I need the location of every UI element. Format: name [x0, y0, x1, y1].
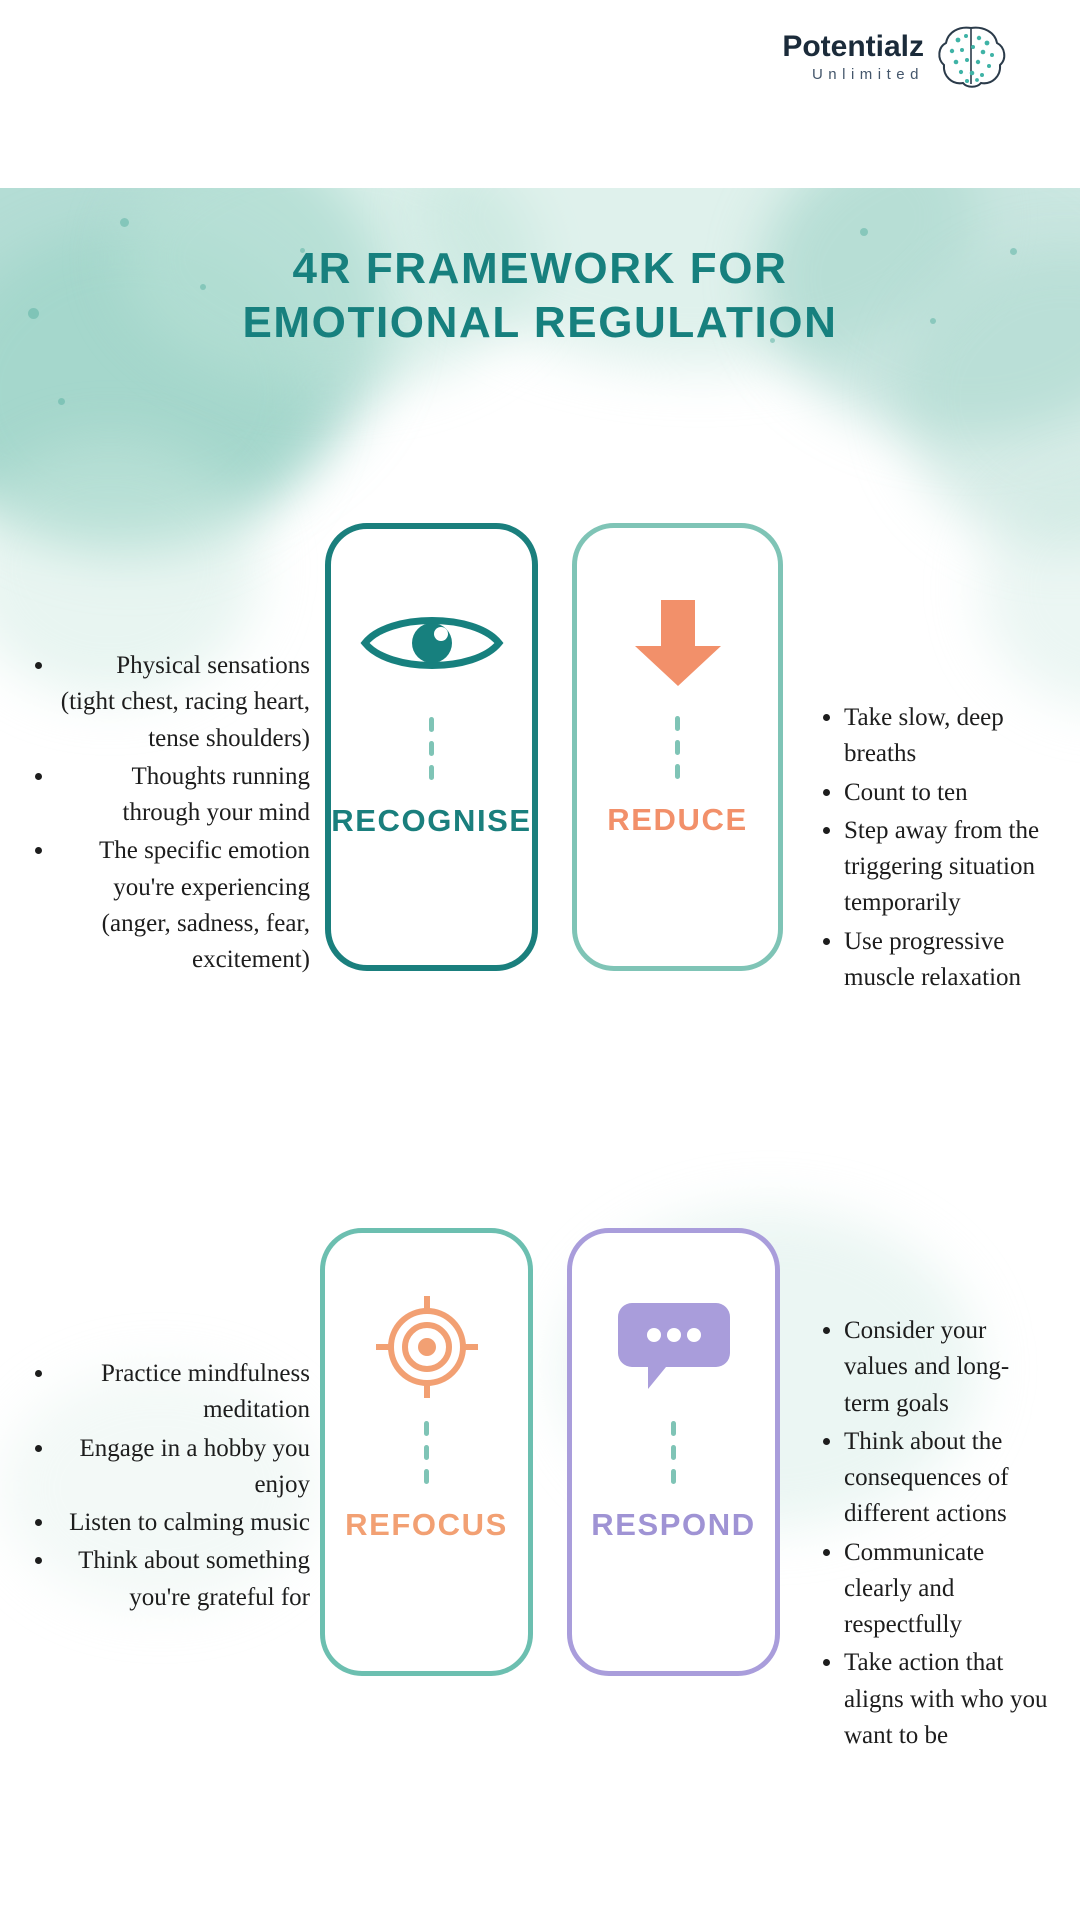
card-refocus[interactable] [320, 1228, 533, 1676]
brand-tagline: Unlimited [811, 66, 924, 83]
list-item: • Physical sensations (tight chest, racing heart, tense shoulders) [56, 648, 310, 757]
list-item: • Use progressive muscle relaxation [844, 924, 1050, 997]
connector-dashes [429, 717, 434, 803]
card-label-respond: RESPOND [591, 1507, 756, 1542]
eye-icon [357, 595, 507, 691]
list-item: • Count to ten [844, 775, 1050, 811]
list-item: • Engage in a hobby you enjoy [56, 1431, 310, 1504]
down-arrow-icon [623, 594, 733, 690]
bullet-list-refocus [22, 1356, 310, 1618]
card-recognise[interactable] [325, 523, 538, 971]
card-respond[interactable] [567, 1228, 780, 1676]
brand-name: Potentialz [782, 30, 924, 63]
connector-dashes [424, 1421, 429, 1507]
connector-dashes [675, 716, 680, 802]
target-icon [372, 1299, 482, 1395]
list-item: • Think about something you're grateful for [56, 1543, 310, 1616]
bullet-list-recognise [22, 648, 310, 980]
brand-text [782, 32, 924, 82]
card-label-refocus: REFOCUS [345, 1507, 508, 1542]
brain-icon [934, 24, 1008, 90]
list-item: • Practice mindfulness meditation [56, 1356, 310, 1429]
list-item: • Thoughts running through your mind [56, 759, 310, 832]
list-item: • Take slow, deep breaths [844, 700, 1050, 773]
list-item: • Think about the consequences of different actions [844, 1424, 1055, 1533]
speech-bubble-icon [614, 1299, 734, 1395]
card-label-reduce: REDUCE [607, 802, 748, 837]
list-item: • Take action that aligns with who you want to be [844, 1645, 1055, 1754]
card-label-recognise: RECOGNISE [331, 803, 532, 838]
page-title [0, 242, 1080, 349]
brand-logo-block [782, 24, 1008, 90]
list-item: • Listen to calming music [56, 1505, 310, 1541]
list-item: • Step away from the triggering situation temporarily [844, 813, 1050, 922]
list-item: • The specific emotion you're experiencing (anger, sadness, fear, excitement) [56, 833, 310, 978]
page-title-line-1: 4R FRAMEWORK FOR [292, 244, 788, 293]
list-item: • Communicate clearly and respectfully [844, 1535, 1055, 1644]
card-reduce[interactable] [572, 523, 783, 971]
connector-dashes [671, 1421, 676, 1507]
page-title-line-2: EMOTIONAL REGULATION [242, 297, 838, 347]
bullet-list-reduce [810, 700, 1050, 998]
list-item: • Consider your values and long-term goals [844, 1313, 1055, 1422]
page-header [0, 0, 1080, 188]
content-band [0, 188, 1080, 1920]
bullet-list-respond [810, 1313, 1055, 1756]
